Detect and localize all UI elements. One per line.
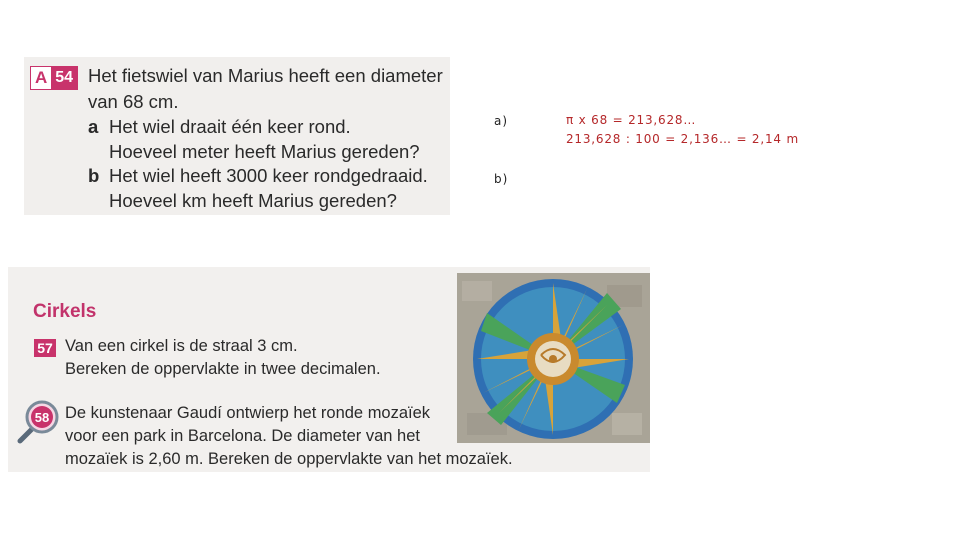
ex58-line3: mozaïek is 2,60 m. Bereken de oppervlakte van het mozaïek. <box>65 450 513 468</box>
ex58-line1: De kunstenaar Gaudí ontwierp het ronde mozaïek <box>65 404 431 422</box>
exercise-57-number: 57 <box>34 339 56 357</box>
answer-a-line1: π x 68 = 213,628… <box>566 113 697 127</box>
ex54-line1: Het fietswiel van Marius heeft een diameter <box>88 65 443 86</box>
cirkels-exercises-image <box>8 267 650 472</box>
ex57-line1: Van een cirkel is de straal 3 cm. <box>65 337 298 355</box>
ex54-a-line1: Het wiel draait één keer rond. <box>109 116 351 137</box>
exercise-58-number: 58 <box>34 410 50 425</box>
exercise-badge <box>30 66 78 90</box>
exercise-54-image <box>24 57 450 215</box>
ex54-b-label: b <box>88 165 100 186</box>
magnifier-icon <box>16 399 62 445</box>
section-heading: Cirkels <box>33 301 97 322</box>
badge-letter: A <box>31 67 51 89</box>
ex58-line2: voor een park in Barcelona. De diameter van het <box>65 427 420 445</box>
ex54-a-line2: Hoeveel meter heeft Marius gereden? <box>109 141 420 162</box>
badge-number: 54 <box>51 67 77 89</box>
ex54-a-label: a <box>88 116 99 137</box>
answer-a-line2: 213,628 : 100 = 2,136… = 2,14 m <box>566 132 799 146</box>
ex57-line2: Bereken de oppervlakte in twee decimalen. <box>65 360 381 378</box>
ex54-line2: van 68 cm. <box>88 91 179 112</box>
ex54-b-line1: Het wiel heeft 3000 keer rondgedraaid. <box>109 165 428 186</box>
answer-b-label: b) <box>494 172 509 186</box>
gaudi-mosaic-photo <box>457 273 650 443</box>
ex54-b-line2: Hoeveel km heeft Marius gereden? <box>109 190 397 211</box>
answer-a-label: a) <box>494 114 509 128</box>
